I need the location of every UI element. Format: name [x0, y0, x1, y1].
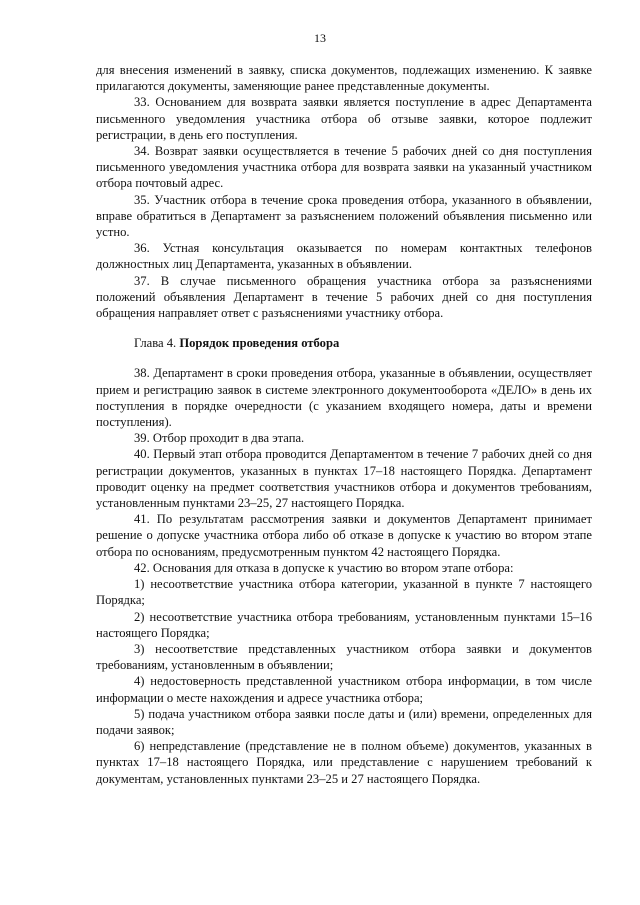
- paragraph: 6) непредставление (представление не в полном объеме) документов, указанных в пунктах 17–18 настоящего Порядка, или представление с нарушением требований к документам, установленных пунктами 23–25 и 27 настоящего Порядка.: [96, 739, 592, 786]
- page-number: 13: [314, 31, 326, 45]
- chapter-prefix: Глава 4.: [134, 336, 180, 351]
- chapter-heading: [96, 335, 592, 351]
- paragraph: 1) несоответствие участника отбора категории, указанной в пункте 7 настоящего Порядка;: [96, 577, 592, 608]
- paragraphs-before: [96, 62, 592, 321]
- paragraph: 5) подача участником отбора заявки после даты и (или) времени, определенных для подачи заявок;: [96, 706, 592, 737]
- paragraph: 2) несоответствие участника отбора требованиям, установленным пунктами 15–16 настоящего Порядка;: [96, 609, 592, 640]
- document-body: [96, 62, 592, 787]
- paragraphs-after: [96, 365, 592, 786]
- paragraph: 3) несоответствие представленных участником отбора заявки и документов требованиям, установленным в объявлении;: [96, 641, 592, 673]
- paragraph: 41. По результатам рассмотрения заявки и документов Департамент принимает решение о допуске участника отбора либо об отказе в допуске к участию во втором этапе отбора по основаниям, предусмотренным пунктом 42 настоящего Порядка.: [96, 512, 592, 559]
- paragraph: 38. Департамент в сроки проведения отбора, указанные в объявлении, осуществляет прием и регистрацию заявок в системе электронного документооборота «ДЕЛО» в день их поступления в порядке очередности (с указанием входящего номера, даты и времени поступления).: [96, 366, 592, 430]
- paragraph: 42. Основания для отказа в допуске к участию во втором этапе отбора:: [134, 560, 514, 575]
- paragraph: 39. Отбор проходит в два этапа.: [134, 431, 305, 446]
- paragraph: 34. Возврат заявки осуществляется в течение 5 рабочих дней со дня поступления письменного уведомления участника отбора для возврата заявки на указанный участником отбора почтовый адрес.: [96, 144, 592, 191]
- chapter-title: Порядок проведения отбора: [179, 336, 340, 351]
- paragraph: 4) недостоверность представленной участником отбора информации, в том числе информации о месте нахождения и адресе участника отбора;: [96, 674, 592, 705]
- paragraph: 36. Устная консультация оказывается по номерам контактных телефонов должностных лиц Департамента, указанных в объявлении.: [96, 241, 592, 272]
- paragraph: 35. Участник отбора в течение срока проведения отбора, указанного в объявлении, вправе обратиться в Департамент за разъяснением положений объявления письменно или устно.: [96, 192, 592, 240]
- paragraph: 40. Первый этап отбора проводится Департаментом в течение 7 рабочих дней со дня регистрации документов, указанных в пунктах 17–18 настоящего Порядка. Департамент проводит оценку на предмет соответствия участников отбора и документов требованиям, установленным пунктами 23–25, 27 настоящего Порядка.: [96, 447, 592, 511]
- paragraph: 37. В случае письменного обращения участника отбора за разъяснениями положений объявления Департамент в течение 5 рабочих дней со дня поступления обращения направляет ответ с разъяснениями участнику отбора.: [96, 273, 592, 321]
- paragraph: для внесения изменений в заявку, списка документов, подлежащих изменению. К заявке прилагаются документы, заменяющие ранее представленные документы.: [96, 63, 592, 94]
- paragraph: 33. Основанием для возврата заявки является поступление в адрес Департамента письменного уведомления участника отбора об отзыве заявки, которое подлежит регистрации, в день его поступления.: [96, 95, 592, 142]
